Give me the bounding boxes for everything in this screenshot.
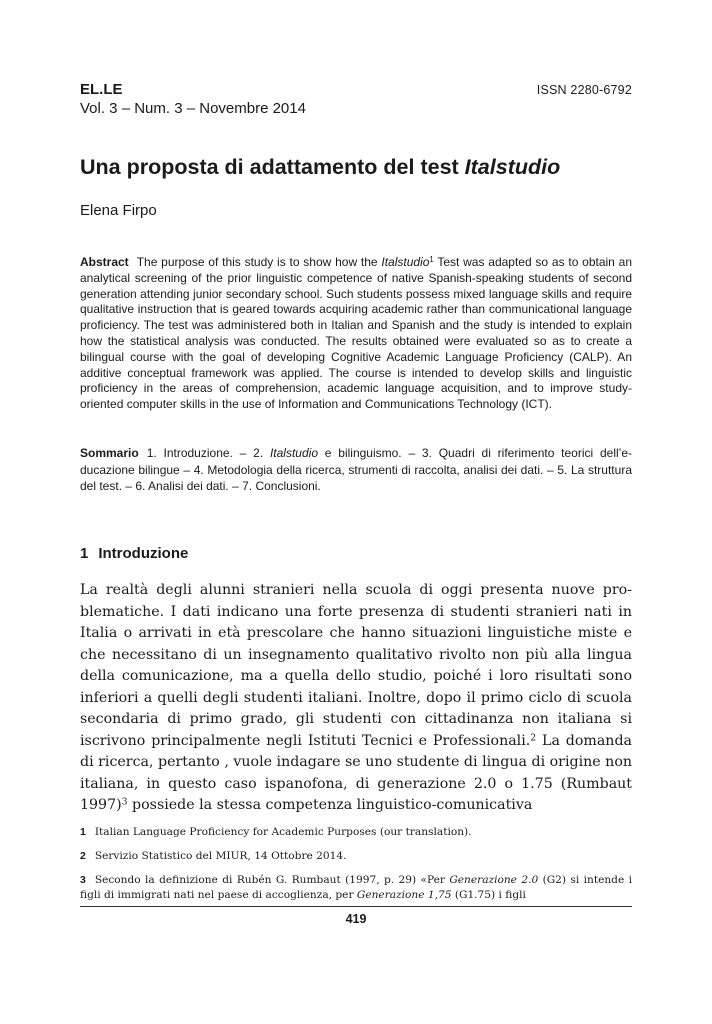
sommario-text-after: e bilinguismo. – 3. Quadri di riferimento teorici dell’educazione bilingue – 4. Metodologia della ricerca, strumenti di raccolta, analisi dei dati. – 5. La struttura del test. – 6. Analisi dei dati. – 7. Conclusioni. [80,446,633,493]
footnote-ref-1[interactable]: 1 [429,255,434,265]
abstract-italic-term: Italstudio [381,255,430,269]
abstract-text-after: Test was adapted so as to obtain an analytical screening of the prior linguistic competence of native Spanish-speaking students of second generation attending junior secondary school. Such students possess mixed language skills and require qualitative instruction that is geared towards acquiring academic rather than communicational language proficiency. The test was administered both in Italian and Spanish and the study is intended to explain how the statistical analysis was conducted. The results obtained were evaluated so as to create a bilingual course with the goal of developing Cognitive Academic Language Proficiency (CALP). An additive conceptual framework was applied. The course is intended to develop skills and linguistic proficiency in the areas of comprehension, academic language acquisition, and to improve study-oriented computer skills in the use of Information and Communications Technology (ICT). [80,255,632,412]
footnote-text-c: (G1.75) i figli [451,889,526,901]
footnote-italic-b: Generazione 1,75 [356,889,452,901]
footnote-ref-2[interactable]: 2 [530,731,537,743]
sommario-italic-term: Italstudio [269,446,318,460]
journal-name: EL.LE [80,81,123,98]
page-number: 419 [345,912,367,926]
article-title [80,155,560,180]
body-text-part3: possiede la stessa competenza linguistico-comunicativa [127,797,533,813]
footnote-1 [80,825,632,840]
footnote-number: 2 [80,850,86,862]
footnotes [80,825,632,912]
footnote-text: Italian Language Proficiency for Academic Purposes (our translation). [94,826,472,838]
footnote-number: 1 [80,826,86,838]
footnote-2 [80,849,632,864]
sommario-label: Sommario [80,446,139,460]
sommario [80,445,632,495]
page [80,0,632,1024]
footnote-number: 3 [80,874,86,886]
article-title-main: Una proposta di adattamento del test [80,155,465,179]
footnote-3 [80,873,632,903]
article-title-italic: Italstudio [464,155,561,179]
sommario-text-before: 1. Introduzione. – 2. [146,446,270,460]
journal-volume: Vol. 3 – Num. 3 – Novembre 2014 [80,100,306,117]
footnote-text-a: Secondo la definizione di Rubén G. Rumbaut (1997, p. 29) «Per [94,874,450,886]
body-paragraph [80,580,632,817]
footnote-italic-a: Generazione 2.0 [449,874,539,886]
abstract [80,255,632,413]
section-title: Introduzione [98,545,189,562]
body-text-part1: La realtà degli alunni stranieri nella scuola di oggi presenta nuove problematiche. I dati indicano una forte presenza di studenti stranieri nati in Italia o arrivati in età prescolare che hanno situazioni linguistiche miste e che necessitano di un insegnamento qualitativo rivolto non più alla lingua della comunicazione, ma a quella dello studio, poiché i loro risultati sono inferiori a quelli degli studenti italiani. Inoltre, dopo il primo ciclo di scuola secondaria di primo grado, gli studenti con cittadinanza non italiana si iscrivono principalmente negli Istituti Tecnici e Professionali. [80,582,632,749]
footnote-text: Servizio Statistico del MIUR, 14 Ottobre 2014. [94,850,347,862]
abstract-label: Abstract [80,255,129,269]
footer-rule [80,906,632,907]
author-name: Elena Firpo [80,202,157,219]
footnote-text-b: (G2) si intende i figli di immigrati nati nel paese di accoglienza, per [80,874,632,901]
footnote-ref-3[interactable]: 3 [121,796,128,808]
issn: ISSN 2280-6792 [536,83,632,97]
abstract-text-before: The purpose of this study is to show how the [136,255,382,269]
section-number: 1 [80,545,89,562]
journal-header [80,80,306,118]
body-text-part2: La domanda di ricerca, pertanto , vuole indagare se uno studente di lingua di origine non italiana, in questo caso ispanofona, di generazione 2.0 o 1.75 (Rumbaut 1997) [80,732,632,813]
section-heading [80,545,188,562]
